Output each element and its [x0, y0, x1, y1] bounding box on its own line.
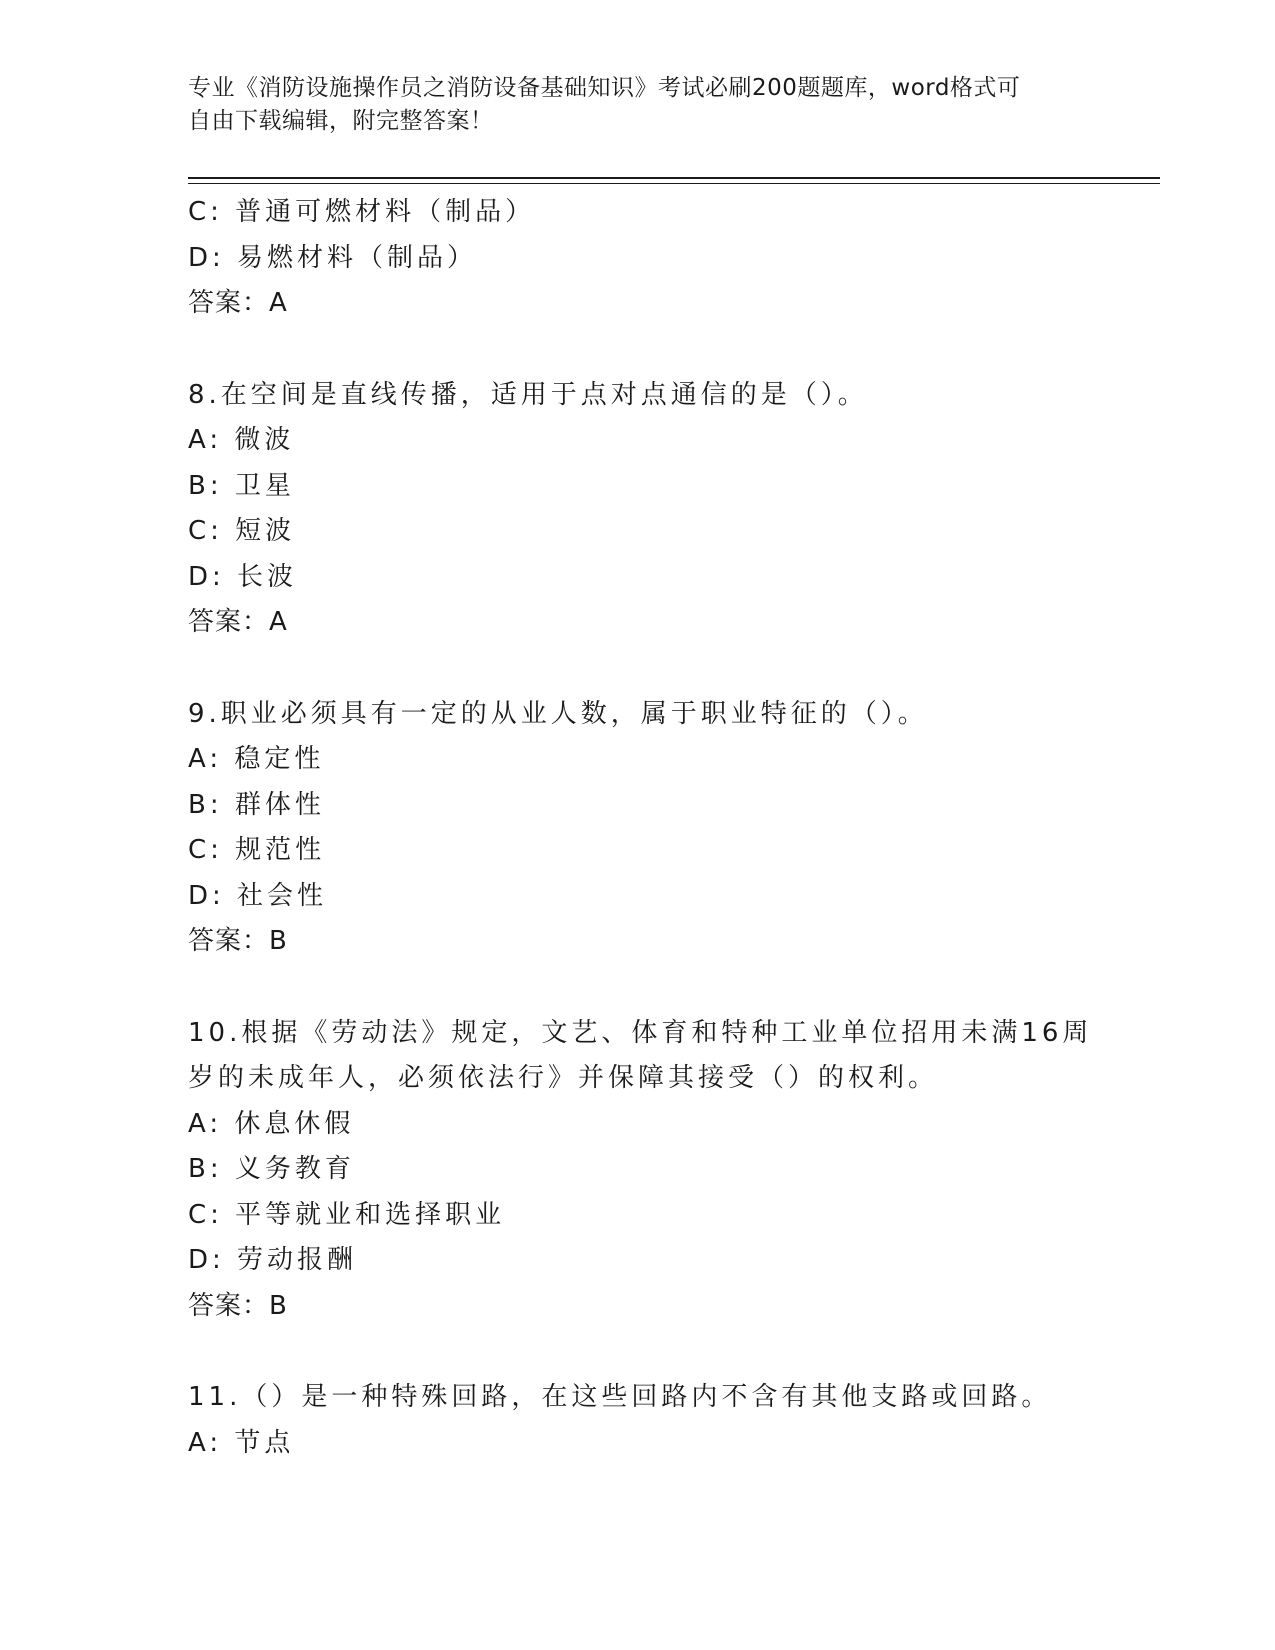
answer-line: 答案：A: [188, 607, 288, 637]
answer-line: 答案：B: [188, 1290, 288, 1321]
question-stem: 11.（）是一种特殊回路，在这些回路内不含有其他支路或回路。: [188, 1382, 1052, 1412]
header-title-line-1: 专业《消防设施操作员之消防设备基础知识》考试必刷200题题库，word格式可: [188, 75, 1021, 101]
document-header: [188, 72, 1078, 138]
question-list: [188, 190, 1093, 1466]
option-d: D: 易燃材料（制品）: [188, 242, 478, 273]
question-11: [188, 1375, 1088, 1466]
option-c: C: 平等就业和选择职业: [188, 1199, 506, 1230]
header-divider-thick: [188, 177, 1160, 179]
option-d: D: 劳动报酬: [188, 1245, 358, 1275]
spacer: [188, 965, 1088, 1011]
option-b: B: 义务教育: [188, 1154, 355, 1184]
option-b: B: 卫星: [188, 470, 295, 501]
question-stem-line-2: 岁的未成年人，必须依法行》并保障其接受（）的权利。: [188, 1063, 939, 1093]
option-b: B: 群体性: [188, 789, 325, 820]
question-stem-line-1: 10.根据《劳动法》规定，文艺、体育和特种工业单位招用未满16周: [188, 1017, 1093, 1048]
option-a: A: 稳定性: [188, 744, 325, 774]
answer-line: 答案：B: [188, 926, 288, 956]
question-8: [188, 373, 1088, 646]
option-d: D: 社会性: [188, 880, 328, 911]
option-c: C: 规范性: [188, 835, 326, 865]
spacer: [188, 646, 1088, 692]
spacer: [188, 1329, 1088, 1375]
question-10: [188, 1011, 1093, 1330]
option-c: C: 短波: [188, 516, 296, 546]
option-a: A: 休息休假: [188, 1108, 355, 1139]
question-9: [188, 692, 1088, 965]
spacer: [188, 327, 1088, 373]
option-a: A: 节点: [188, 1427, 295, 1458]
header-title-line-2: 自由下载编辑，附完整答案！: [188, 108, 494, 134]
answer-line: 答案：A: [188, 288, 288, 318]
question-7-partial: [188, 190, 1088, 327]
option-d: D: 长波: [188, 561, 298, 592]
option-c: C: 普通可燃材料（制品）: [188, 197, 536, 227]
header-divider-thin: [188, 183, 1160, 184]
option-a: A: 微波: [188, 425, 295, 455]
question-stem: 9.职业必须具有一定的从业人数，属于职业特征的（）。: [188, 698, 928, 729]
question-stem: 8.在空间是直线传播，适用于点对点通信的是（）。: [188, 379, 868, 410]
